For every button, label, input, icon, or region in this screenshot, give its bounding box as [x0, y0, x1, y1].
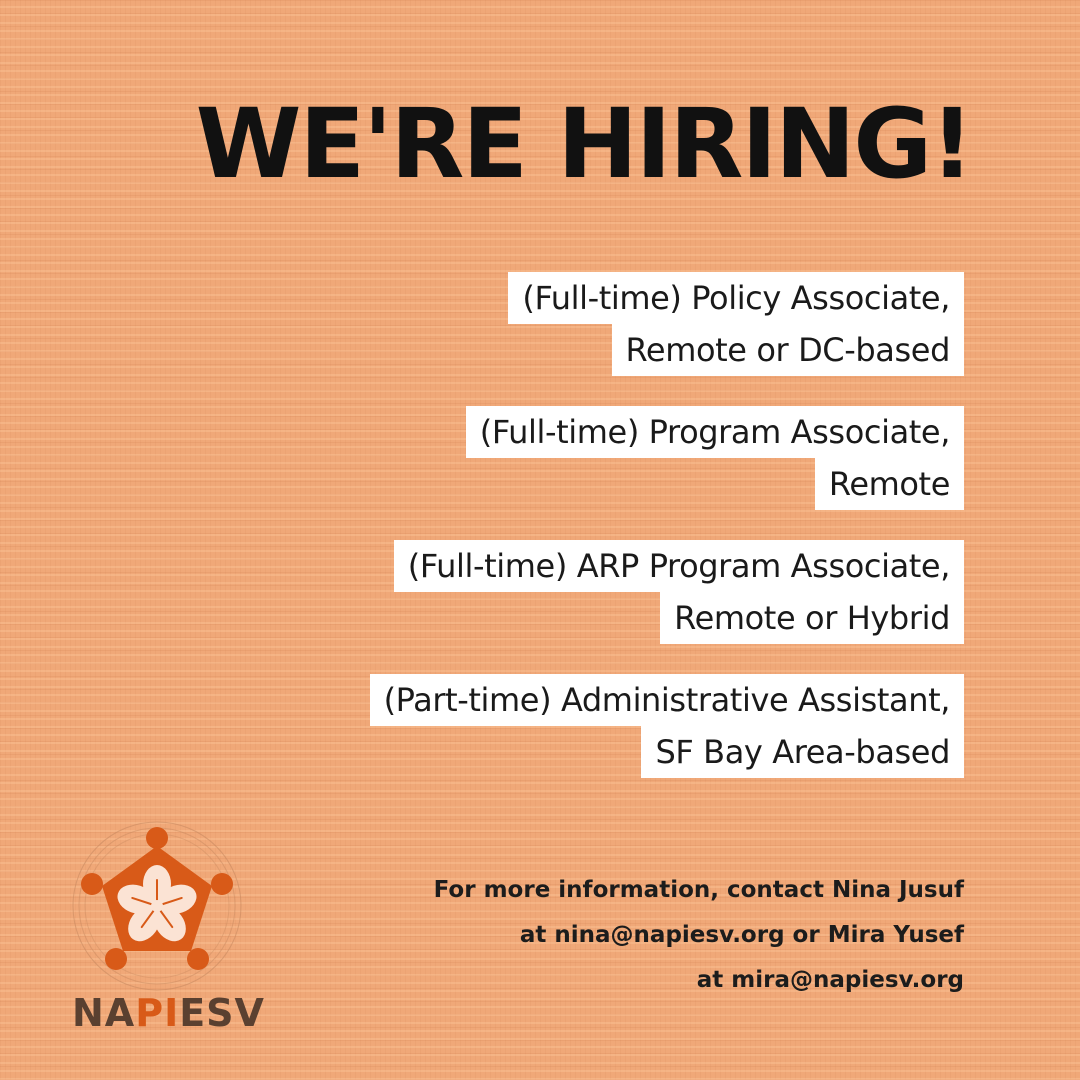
job-title: (Full-time) Policy Associate,: [508, 272, 964, 324]
contact-line: at mira@napiesv.org: [696, 967, 964, 993]
napiesv-logo: [62, 818, 265, 1038]
job-location: Remote or DC-based: [612, 324, 964, 376]
job-item: [466, 406, 964, 510]
contact-line: For more information, contact Nina Jusuf: [433, 877, 964, 903]
job-item: [370, 674, 964, 778]
job-item: [394, 540, 964, 644]
job-location: Remote or Hybrid: [660, 592, 964, 644]
headline: WE'RE HIRING!: [195, 88, 972, 200]
job-title: (Part-time) Administrative Assistant,: [370, 674, 964, 726]
logo-text-esv: ESV: [179, 991, 265, 1035]
contact-line: at nina@napiesv.org or Mira Yusef: [519, 922, 964, 948]
logo-wordmark: [72, 991, 265, 1035]
job-location: Remote: [815, 458, 964, 510]
logo-text-na: NA: [72, 991, 136, 1035]
job-item: [508, 272, 964, 376]
job-location: SF Bay Area-based: [641, 726, 964, 778]
job-title: (Full-time) ARP Program Associate,: [394, 540, 964, 592]
contact-info: [434, 868, 964, 1003]
job-list: [184, 272, 964, 808]
job-title: (Full-time) Program Associate,: [466, 406, 964, 458]
flower-pentagon-people-icon: [62, 818, 252, 994]
logo-text-pi: PI: [135, 991, 180, 1035]
